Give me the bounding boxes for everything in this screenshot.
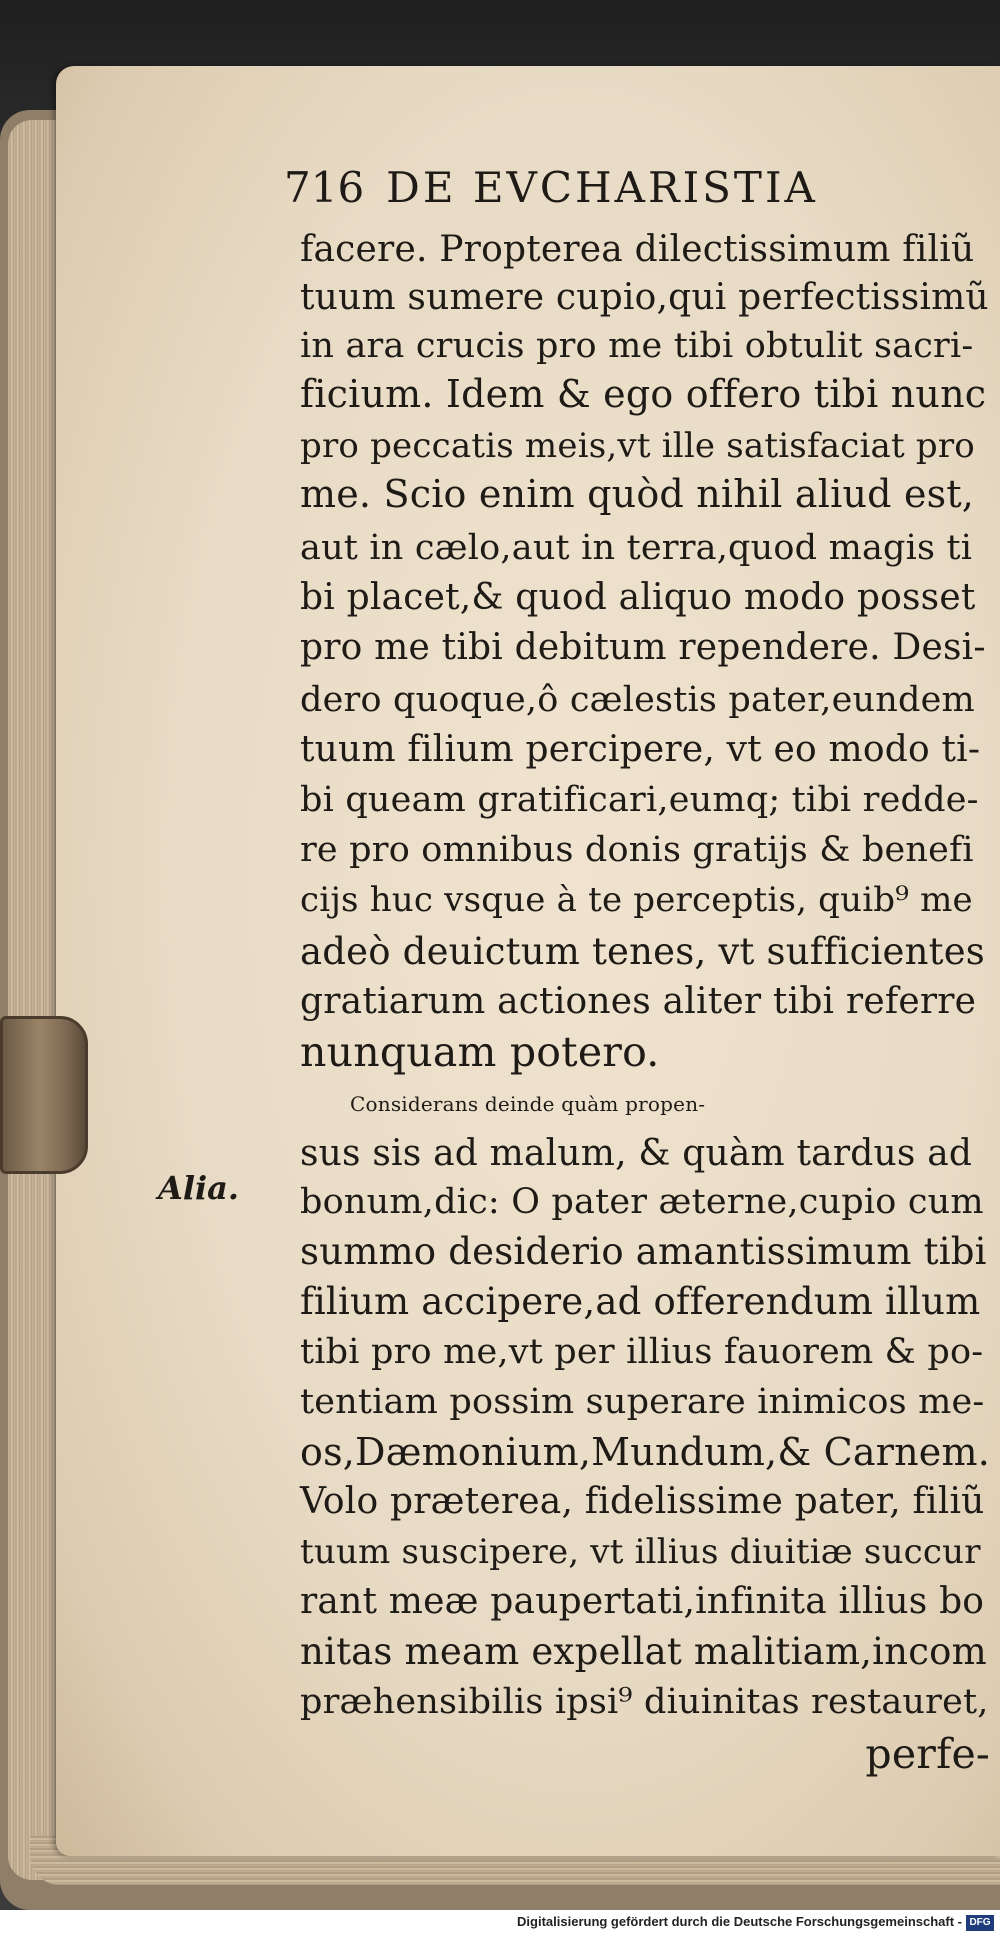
- text-line: pro me tibi debitum rependere. Desi-: [300, 627, 986, 668]
- catchword: perfe-: [865, 1730, 990, 1778]
- text-line: rant meæ paupertati,infinita illius bo: [300, 1581, 985, 1622]
- text-line: nitas meam expellat malitiam,incom: [300, 1630, 987, 1673]
- text-line: bi placet,& quod aliquo modo posset: [300, 577, 976, 618]
- margin-note: Alia.: [158, 1169, 240, 1207]
- text-line: tuum filium percipere, vt eo modo ti-: [300, 729, 981, 770]
- running-head: DE EVCHARISTIA: [386, 163, 818, 212]
- text-line: os,Dæmonium,Mundum,& Carnem.: [300, 1430, 991, 1474]
- text-line: Volo præterea, fidelissime pater, filiũ: [300, 1481, 985, 1522]
- text-line: ficium. Idem & ego offero tibi nunc: [300, 372, 987, 416]
- dfg-logo-icon: DFG: [966, 1915, 994, 1931]
- digitization-footer: [0, 1910, 1000, 1937]
- text-line: summo desiderio amantissimum tibi: [300, 1230, 987, 1273]
- text-line: me. Scio enim quòd nihil aliud est,: [300, 472, 975, 516]
- page-number: 716: [284, 163, 365, 212]
- text-line: bi queam gratificari,eumq; tibi redde-: [300, 780, 979, 820]
- text-line: tibi pro me,vt per illius fauorem & po-: [300, 1332, 984, 1372]
- text-line: tentiam possim superare inimicos me-: [300, 1382, 985, 1422]
- text-line: dero quoque,ô cælestis pater,eundem: [300, 680, 975, 720]
- text-line: nunquam potero.: [300, 1028, 660, 1076]
- text-line: gratiarum actiones aliter tibi referre: [300, 981, 977, 1022]
- text-line: cijs huc vsque à te perceptis, quib⁹ me: [300, 880, 973, 920]
- text-line: filium accipere,ad offerendum illum: [300, 1280, 981, 1323]
- text-line: aut in cælo,aut in terra,quod magis ti: [300, 528, 973, 568]
- page-header: [284, 160, 984, 216]
- text-line: tuum suscipere, vt illius diuitiæ succur: [300, 1532, 981, 1572]
- text-line: adeò deuictum tenes, vt sufficientes: [300, 930, 985, 973]
- footer-credit: Digitalisierung gefördert durch die Deutsche Forschungsgemeinschaft -: [517, 1914, 962, 1929]
- text-line: pro peccatis meis,vt ille satisfaciat pro: [300, 426, 975, 466]
- text-line: bonum,dic: O pater æterne,cupio cum: [300, 1182, 984, 1222]
- text-line: sus sis ad malum, & quàm tardus ad: [300, 1133, 973, 1174]
- text-line: præhensibilis ipsi⁹ diuinitas restauret,: [300, 1682, 989, 1722]
- text-line: in ara crucis pro me tibi obtulit sacri-: [300, 326, 974, 366]
- text-line: re pro omnibus donis gratijs & benefi: [300, 830, 974, 870]
- text-line: tuum sumere cupio,qui perfectissimũ: [300, 277, 989, 318]
- text-line: facere. Propterea dilectissimum filiũ: [300, 229, 975, 270]
- text-line: Considerans deinde quàm propen-: [350, 1092, 706, 1116]
